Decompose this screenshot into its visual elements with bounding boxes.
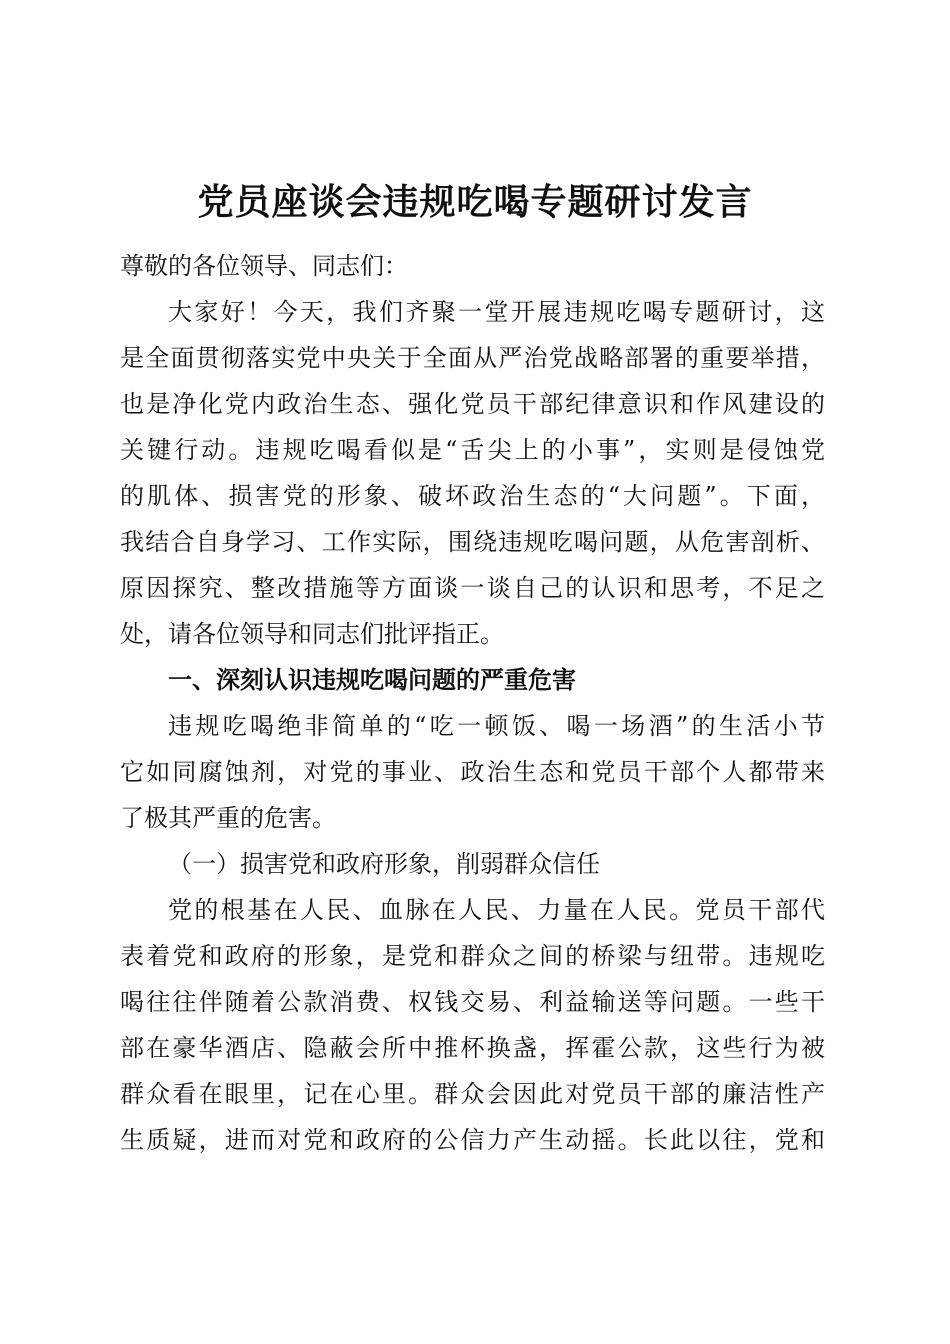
- paragraph-line: 了极其严重的危害。: [120, 804, 336, 832]
- subsection-heading: （一）损害党和政府形象，削弱群众信任: [168, 850, 600, 878]
- paragraph-line: 群众看在眼里，记在心里。群众会因此对党员干部的廉洁性产: [120, 1080, 825, 1108]
- document-body: [120, 243, 825, 1163]
- paragraph-line: 也是净化党内政治生态、强化党员干部纪律意识和作风建设的: [120, 390, 825, 418]
- paragraph-line: 生质疑，进而对党和政府的公信力产生动摇。长此以往，党和: [120, 1126, 825, 1154]
- paragraph-line: 是全面贯彻落实党中央关于全面从严治党战略部署的重要举措，: [120, 344, 825, 372]
- paragraph-line: 喝往往伴随着公款消费、权钱交易、利益输送等问题。一些干: [120, 988, 825, 1016]
- paragraph-line: 处，请各位领导和同志们批评指正。: [120, 620, 504, 648]
- section-heading: 一、深刻认识违规吃喝问题的严重危害: [168, 666, 576, 694]
- salutation: 尊敬的各位领导、同志们：: [120, 252, 408, 280]
- paragraph-line: 它如同腐蚀剂，对党的事业、政治生态和党员干部个人都带来: [120, 758, 825, 786]
- paragraph-line: 我结合自身学习、工作实际，围绕违规吃喝问题，从危害剖析、: [120, 528, 825, 556]
- paragraph-line: 的肌体、损害党的形象、破坏政治生态的“大问题”。下面，: [120, 482, 825, 510]
- paragraph-line: 违规吃喝绝非简单的“吃一顿饭、喝一场酒”的生活小节: [168, 712, 825, 740]
- paragraph-line: 表着党和政府的形象，是党和群众之间的桥梁与纽带。违规吃: [120, 942, 825, 970]
- paragraph-line: 原因探究、整改措施等方面谈一谈自己的认识和思考，不足之: [120, 574, 825, 602]
- paragraph-line: 党的根基在人民、血脉在人民、力量在人民。党员干部代: [168, 896, 825, 924]
- paragraph-line: 部在豪华酒店、隐蔽会所中推杯换盏，挥霍公款，这些行为被: [120, 1034, 825, 1062]
- document-title: 党员座谈会违规吃喝专题研讨发言: [197, 181, 753, 223]
- paragraph-line: 大家好！今天，我们齐聚一堂开展违规吃喝专题研讨，这: [168, 298, 825, 326]
- paragraph-line: 关键行动。违规吃喝看似是“舌尖上的小事”，实则是侵蚀党: [120, 436, 825, 464]
